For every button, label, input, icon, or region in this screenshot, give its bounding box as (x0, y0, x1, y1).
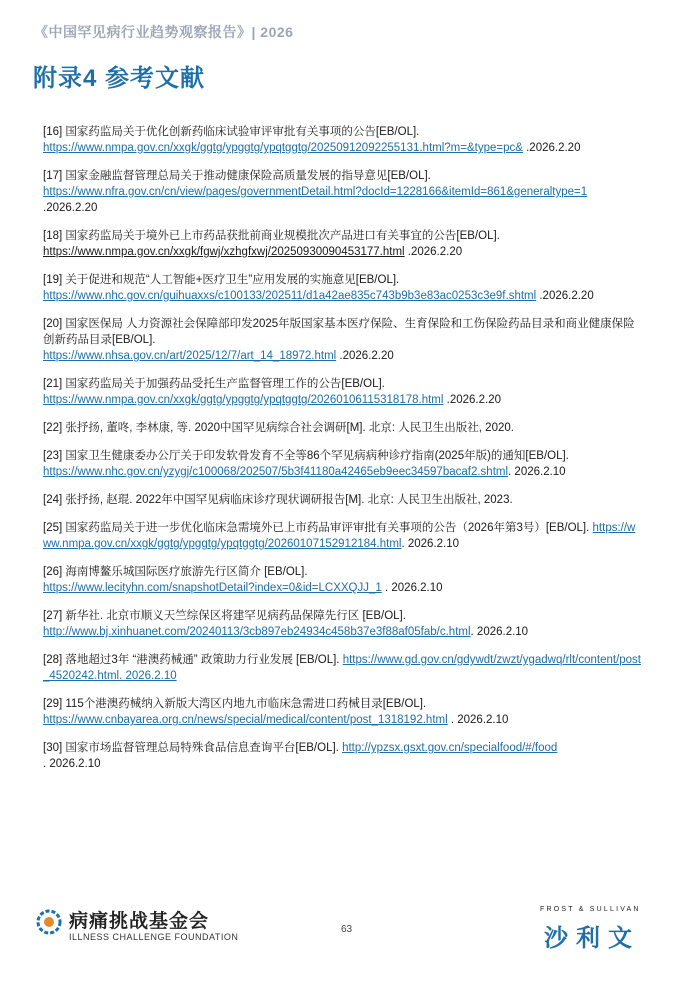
reference-number: [26] (43, 566, 63, 578)
reference-link[interactable]: https://www.lecityhn.com/snapshotDetail?index=0&id=LCXXQJJ_1 (43, 582, 382, 594)
reference-item (43, 608, 643, 640)
reference-text: 国家药监局关于优化创新药临床试验审评审批有关事项的公告[EB/OL]. (65, 126, 420, 138)
reference-number: [28] (43, 654, 63, 666)
page-footer (0, 900, 693, 960)
reference-date: . 2026.2.10 (43, 758, 101, 770)
reference-list (43, 124, 643, 784)
reference-item (43, 652, 643, 684)
reference-link[interactable]: http://www.bj.xinhuanet.com/20240113/3cb897eb24934c458b37e3f88af05fab/c.html (43, 626, 471, 638)
reference-date: . 2026.2.10 (508, 466, 566, 478)
reference-item (43, 740, 643, 772)
reference-text: 国家卫生健康委办公厅关于印发软骨发育不全等86个罕见病病种诊疗指南(2025年版)的通知[EB/OL]. (65, 450, 569, 462)
reference-link[interactable]: https://www.nmpa.gov.cn/xxgk/ggtg/ypggtg/ypqtggtg/20250912092255131.html?m=&type=pc& (43, 142, 523, 154)
reference-item (43, 168, 643, 216)
reference-number: [25] (43, 522, 63, 534)
reference-link[interactable]: https://www.nmpa.gov.cn/xxgk/ggtg/ypggtg/ypqtggtg/20260107152912184.html (43, 522, 636, 550)
reference-link[interactable]: https://www.nhsa.gov.cn/art/2025/12/7/art_14_18972.html (43, 350, 337, 362)
reference-number: [27] (43, 610, 63, 622)
reference-date: .2026.2.20 (43, 202, 98, 214)
reference-link[interactable]: https://www.nmpa.gov.cn/xxgk/ggtg/ypggtg/ypqtggtg/20260106115318178.html (43, 394, 444, 406)
reference-item (43, 228, 643, 260)
reference-date: . 2026.2.10 (447, 714, 509, 726)
reference-date: .2026.2.20 (443, 394, 501, 406)
reference-number: [18] (43, 230, 63, 242)
reference-text: 张抒扬, 董咚, 李林康, 等. 2020中国罕见病综合社会调研[M]. 北京: 人民卫生出版社, 2020. (65, 422, 514, 434)
reference-date: .2026.2.20 (522, 142, 581, 154)
reference-text: 国家金融监督管理总局关于推动健康保险高质量发展的指导意见[EB/OL]. (65, 170, 431, 182)
reference-date: . 2026.2.10 (470, 626, 529, 638)
reference-text: 新华社. 北京市顺义天竺综保区将建罕见病药品保障先行区 [EB/OL]. (65, 610, 406, 622)
reference-number: [22] (43, 422, 63, 434)
reference-text: 国家医保局 人力资源社会保障部印发2025年版国家基本医疗保险、生育保险和工伤保险药品目录和商业健康保险创新药品目录[EB/OL]. (43, 318, 635, 346)
reference-text: 国家市场监督管理总局特殊食品信息查询平台[EB/OL]. (65, 742, 339, 754)
reference-number: [16] (43, 126, 63, 138)
frost-sullivan-logo (540, 906, 660, 950)
reference-item (43, 124, 643, 156)
foundation-english-name: ILLNESS CHALLENGE FOUNDATION (69, 932, 239, 942)
reference-number: [17] (43, 170, 63, 182)
reference-number: [30] (43, 742, 63, 754)
reference-text: 115个港澳药械纳入新版大湾区内地九市临床急需进口药械目录[EB/OL]. (65, 698, 427, 710)
reference-number: [24] (43, 494, 63, 506)
reference-text: 国家药监局关于进一步优化临床急需境外已上市药品审评审批有关事项的公告（2026年第3号）[EB/OL]. (65, 522, 590, 534)
frost-sullivan-cn-name: 沙利文 (544, 925, 640, 952)
reference-link[interactable]: https://www.gd.gov.cn/gdywdt/zwzt/ygadwq/rlt/content/post_4520242.html. 2026.2.10 (43, 654, 641, 682)
reference-text: 国家药监局关于境外已上市药品获批前商业规模批次产品进口有关事宜的公告[EB/OL]. (65, 230, 500, 242)
reference-number: [23] (43, 450, 63, 462)
reference-item (43, 420, 643, 436)
reference-item (43, 696, 643, 728)
reference-link[interactable]: https://www.nfra.gov.cn/cn/view/pages/governmentDetail.html?docId=1228166&itemId=861&generaltype=1 (43, 186, 588, 198)
report-header-title: 《中国罕见病行业趋势观察报告》| 2026 (34, 24, 294, 40)
reference-text: 关于促进和规范“人工智能+医疗卫生”应用发展的实施意见[EB/OL]. (65, 274, 400, 286)
reference-item (43, 448, 643, 480)
reference-number: [21] (43, 378, 63, 390)
reference-date: .2026.2.20 (536, 290, 594, 302)
reference-number: [29] (43, 698, 63, 710)
reference-link[interactable]: https://www.nmpa.gov.cn/xxgk/fgwj/xzhgfxwj/20250930090453177.html (43, 246, 405, 258)
reference-text: 张抒扬, 赵琨. 2022年中国罕见病临床诊疗现状调研报告[M]. 北京: 人民卫生出版社, 2023. (65, 494, 513, 506)
reference-link[interactable]: https://www.cnbayarea.org.cn/news/special/medical/content/post_1318192.html (43, 714, 448, 726)
frost-sullivan-tag: FROST & SULLIVAN (540, 906, 641, 913)
reference-date: . 2026.2.10 (381, 582, 443, 594)
reference-item (43, 272, 643, 304)
reference-date: . 2026.2.10 (401, 538, 460, 550)
page-title: 附录4 参考文献 (33, 65, 206, 92)
reference-item (43, 376, 643, 408)
page-number: 63 (340, 924, 353, 935)
reference-item (43, 564, 643, 596)
reference-item (43, 492, 643, 508)
reference-date: .2026.2.20 (404, 246, 463, 258)
reference-number: [19] (43, 274, 63, 286)
reference-item (43, 520, 643, 552)
reference-link[interactable]: https://www.nhc.gov.cn/yzygj/c100068/202507/5b3f41180a42465eb9eec34597bacaf2.shtml (43, 466, 509, 478)
reference-text: 落地超过3年 “港澳药械通” 政策助力行业发展 [EB/OL]. (65, 654, 340, 666)
reference-number: [20] (43, 318, 63, 330)
reference-date: .2026.2.20 (336, 350, 394, 362)
reference-text: 国家药监局关于加强药品受托生产监督管理工作的公告[EB/OL]. (65, 378, 385, 390)
reference-text: 海南博鳌乐城国际医疗旅游先行区简介 [EB/OL]. (65, 566, 308, 578)
reference-item (43, 316, 643, 364)
foundation-name: 病痛挑战基金会 (69, 911, 210, 932)
reference-link[interactable]: http://ypzsx.gsxt.gov.cn/specialfood/#/food (342, 742, 558, 754)
reference-link[interactable]: https://www.nhc.gov.cn/guihuaxxs/c100133/202511/d1a42ae835c743b9b3e83ac0253c3e9f.shtml (43, 290, 537, 302)
